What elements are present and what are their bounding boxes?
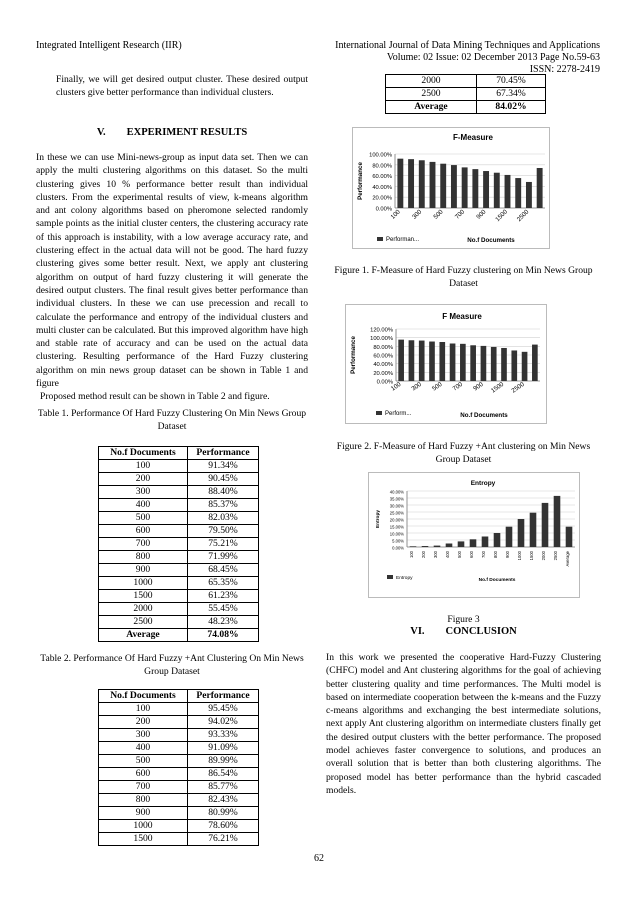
- y-tick-label: 35.00%: [389, 496, 404, 502]
- bar: [458, 541, 465, 547]
- table-cell: 93.33%: [188, 729, 259, 742]
- table-header-row: [99, 447, 259, 460]
- x-tick-label: 900: [472, 380, 485, 393]
- table-cell: 200: [99, 473, 188, 486]
- table-cell: 2000: [99, 603, 188, 616]
- table-row: [99, 755, 259, 768]
- bar: [408, 159, 414, 208]
- table-cell: 65.35%: [188, 577, 259, 590]
- table-cell: 800: [99, 794, 188, 807]
- x-axis-label: No.f Documents: [460, 412, 508, 419]
- bar: [501, 348, 507, 381]
- table-cell: 71.99%: [188, 551, 259, 564]
- table-row: [99, 603, 259, 616]
- intro-paragraph: Finally, we will get desired output cluster. These desired output clusters give better performance than individual clusters.: [56, 74, 308, 99]
- bar: [537, 168, 543, 208]
- legend-label: Perform...: [385, 411, 412, 417]
- bar: [419, 341, 425, 381]
- chart-title: Entropy: [470, 480, 496, 487]
- x-tick-label: 2500: [515, 208, 531, 224]
- table-row: [99, 460, 259, 473]
- x-tick-label: 700: [481, 551, 486, 558]
- y-axis-label: Performance: [357, 162, 364, 200]
- section-heading-results: V. EXPERIMENT RESULTS: [96, 127, 248, 138]
- x-tick-label: 2000: [541, 551, 546, 561]
- bar: [511, 350, 517, 381]
- table-row: [99, 525, 259, 538]
- page-number: 62: [314, 853, 324, 864]
- x-tick-label: 100: [389, 208, 402, 221]
- bar: [410, 546, 417, 547]
- table-cell: 1500: [99, 833, 188, 846]
- table-cell: 89.99%: [188, 755, 259, 768]
- table-row: [99, 564, 259, 577]
- y-tick-label: 20.00%: [372, 195, 392, 202]
- x-tick-label: Average: [565, 551, 570, 567]
- journal-volume: Volume: 02 Issue: 02 December 2013 Page No.59-63: [386, 52, 600, 63]
- bar: [439, 342, 445, 381]
- x-tick-label: 500: [430, 380, 444, 393]
- table-cell: 90.45%: [188, 473, 259, 486]
- bar: [518, 519, 525, 547]
- x-tick-label: 600: [469, 551, 474, 558]
- table-cell: 82.03%: [188, 512, 259, 525]
- figure2-caption: Figure 2. F-Measure of Hard Fuzzy +Ant clustering on Min News Group Dataset: [336, 441, 591, 466]
- table-cell: 100: [99, 460, 188, 473]
- table-cell: 1500: [99, 590, 188, 603]
- table-row: [386, 75, 546, 88]
- table-cell: 48.23%: [188, 616, 259, 629]
- table-cell: 76.21%: [188, 833, 259, 846]
- bar: [494, 173, 500, 208]
- x-tick-label: 1500: [529, 551, 534, 561]
- chart-title: F-Measure: [452, 133, 494, 142]
- conclusion-paragraph: In this work we presented the cooperative Hard-Fuzzy Clustering (CHFC) model and Ant clustering algorithms for the goal of achieving better clustering quality and time performances. The Multi model is based on intermediate cooperation between the k-means and the Fuzzy c-means algorithms and exchanging the best intermediate solutions, next apply Ant clustering algorithm on intermediate clusters finally get the desired output clusters with the better performance. The proposed model achieves faster convergence to solutions, and produces an overall solution that is better than both clustering algorithms. The proposed model has better performance than the hybrid cascaded models.: [326, 652, 601, 796]
- table-row: [386, 88, 546, 101]
- y-axis-label: Entropy: [376, 509, 381, 529]
- bar: [419, 160, 425, 208]
- bar: [532, 345, 538, 381]
- x-axis-label: No.f Documents: [478, 578, 516, 583]
- x-tick-label: 700: [451, 380, 465, 393]
- table1: [98, 446, 259, 642]
- table-cell: 82.43%: [188, 794, 259, 807]
- table-cell: 600: [99, 768, 188, 781]
- y-tick-label: 30.00%: [389, 503, 404, 509]
- x-tick-label: 200: [421, 551, 426, 558]
- x-tick-label: 800: [493, 551, 498, 558]
- table-cell: 1000: [99, 577, 188, 590]
- x-tick-label: 300: [410, 208, 424, 221]
- bar: [450, 343, 456, 381]
- bar: [397, 159, 403, 208]
- table-row: [99, 820, 259, 833]
- bar: [472, 169, 478, 208]
- y-tick-label: 25.00%: [389, 510, 404, 516]
- x-tick-label: 300: [433, 551, 438, 558]
- table-row: [99, 781, 259, 794]
- x-tick-label: 300: [410, 380, 423, 393]
- x-tick-label: 1500: [489, 380, 506, 395]
- bar: [522, 352, 528, 381]
- bar: [470, 345, 476, 381]
- bar: [440, 164, 446, 208]
- table-cell: 2500: [386, 88, 477, 101]
- bar: [526, 182, 532, 208]
- journal-issn: ISSN: 2278-2419: [529, 64, 600, 75]
- y-tick-label: 0.00%: [392, 545, 404, 551]
- bar: [434, 546, 441, 547]
- x-tick-label: 100: [389, 380, 403, 393]
- bar: [506, 527, 513, 547]
- legend-swatch: [377, 237, 383, 241]
- y-tick-label: 60.00%: [373, 353, 393, 360]
- table-average-row: [99, 629, 259, 642]
- y-tick-label: 80.00%: [373, 344, 393, 351]
- table-cell: 100: [99, 703, 188, 716]
- column-header: No.f Documents: [99, 447, 188, 460]
- table-row: [99, 742, 259, 755]
- table-cell: 95.45%: [188, 703, 259, 716]
- journal-title: International Journal of Data Mining Techniques and Applications: [335, 40, 600, 51]
- column-header: Performance: [188, 690, 259, 703]
- table-cell: 700: [99, 538, 188, 551]
- table-cell: 2500: [99, 616, 188, 629]
- bar: [483, 171, 489, 208]
- legend-swatch: [387, 575, 393, 579]
- bar: [491, 347, 497, 381]
- table-cell: 86.54%: [188, 768, 259, 781]
- x-tick-label: 2500: [553, 551, 558, 561]
- figure3-svg: [369, 473, 579, 597]
- table-cell: 300: [99, 729, 188, 742]
- table-row: [99, 551, 259, 564]
- table-row: [99, 577, 259, 590]
- results-paragraph: [36, 151, 308, 404]
- figure1-svg: [353, 128, 549, 248]
- table2-continued: [385, 74, 546, 114]
- table-cell: 79.50%: [188, 525, 259, 538]
- table-cell: 80.99%: [188, 807, 259, 820]
- y-tick-label: 20.00%: [389, 517, 404, 523]
- table-cell: 55.45%: [188, 603, 259, 616]
- bar: [505, 175, 511, 208]
- bar: [494, 533, 501, 547]
- table-cell: 68.45%: [188, 564, 259, 577]
- x-tick-label: 100: [409, 551, 414, 558]
- table-row: [99, 486, 259, 499]
- table-cell: Average: [386, 101, 477, 114]
- table-row: [99, 473, 259, 486]
- bar: [430, 162, 436, 208]
- x-tick-label: 900: [505, 551, 510, 558]
- results-paragraph-last: Proposed method result can be shown in Table 2 and figure.: [40, 391, 270, 403]
- figure2-chart: [345, 304, 547, 424]
- bar: [482, 537, 489, 548]
- figure2-svg: [346, 305, 546, 423]
- y-tick-label: 20.00%: [373, 370, 393, 377]
- table-cell: 200: [99, 716, 188, 729]
- y-tick-label: 0.00%: [376, 379, 393, 386]
- bar: [530, 513, 537, 547]
- legend-swatch: [376, 411, 382, 415]
- y-tick-label: 0.00%: [375, 206, 392, 213]
- table-row: [99, 768, 259, 781]
- y-tick-label: 60.00%: [372, 174, 392, 181]
- table-row: [99, 512, 259, 525]
- table-average-row: [386, 101, 546, 114]
- bar: [515, 178, 521, 208]
- table-cell: 91.09%: [188, 742, 259, 755]
- bar: [460, 344, 466, 381]
- table-cell: Average: [99, 629, 188, 642]
- bar: [409, 340, 415, 381]
- bar: [398, 340, 404, 381]
- x-tick-label: 2500: [510, 380, 526, 395]
- table-cell: 400: [99, 742, 188, 755]
- figure3-chart: [368, 472, 580, 598]
- y-tick-label: 100.00%: [369, 152, 392, 159]
- table-cell: 84.02%: [477, 101, 546, 114]
- table-cell: 2000: [386, 75, 477, 88]
- table-cell: 88.40%: [188, 486, 259, 499]
- table-cell: 800: [99, 551, 188, 564]
- table-cell: 900: [99, 564, 188, 577]
- table-row: [99, 729, 259, 742]
- table2-caption: Table 2. Performance Of Hard Fuzzy +Ant Clustering On Min News Group Dataset: [40, 653, 304, 678]
- journal-right-header: [335, 40, 600, 76]
- table-cell: 300: [99, 486, 188, 499]
- legend-label: Entropy: [396, 576, 413, 581]
- figure1-chart: [352, 127, 550, 249]
- y-tick-label: 5.00%: [392, 538, 404, 544]
- bar: [470, 539, 477, 547]
- x-tick-label: 500: [457, 551, 462, 558]
- table-cell: 500: [99, 755, 188, 768]
- bar: [554, 496, 561, 547]
- x-tick-label: 500: [432, 208, 445, 221]
- journal-left-header: Integrated Intelligent Research (IIR): [36, 40, 182, 51]
- y-axis-label: Performance: [350, 336, 357, 374]
- table-cell: 70.45%: [477, 75, 546, 88]
- y-tick-label: 40.00%: [389, 489, 404, 495]
- y-tick-label: 100.00%: [370, 336, 393, 343]
- table-cell: 75.21%: [188, 538, 259, 551]
- y-tick-label: 40.00%: [372, 184, 392, 191]
- x-axis-label: No.f Documents: [467, 237, 515, 244]
- bar: [542, 503, 549, 547]
- figure3-caption: Figure 3: [447, 614, 480, 625]
- section-heading-conclusion: VI. CONCLUSION: [410, 626, 517, 637]
- table-cell: 900: [99, 807, 188, 820]
- table-row: [99, 538, 259, 551]
- legend-label: Performan...: [386, 237, 420, 243]
- chart-title: F Measure: [442, 312, 482, 321]
- table-row: [99, 716, 259, 729]
- table2: [98, 689, 259, 846]
- x-tick-label: 1500: [494, 208, 509, 224]
- y-tick-label: 80.00%: [372, 163, 392, 170]
- column-header: Performance: [188, 447, 259, 460]
- table-row: [99, 616, 259, 629]
- table-cell: 400: [99, 499, 188, 512]
- bar: [462, 167, 468, 208]
- figure1-caption: Figure 1. F-Measure of Hard Fuzzy clustering on Min News Group Dataset: [334, 265, 593, 290]
- table-header-row: [99, 690, 259, 703]
- table-row: [99, 833, 259, 846]
- y-tick-label: 40.00%: [373, 362, 393, 369]
- y-tick-label: 10.00%: [389, 531, 404, 537]
- table1-caption: Table 1. Performance Of Hard Fuzzy Clustering On Min News Group Dataset: [37, 408, 307, 433]
- y-tick-label: 15.00%: [389, 524, 404, 530]
- x-tick-label: 900: [475, 208, 488, 221]
- x-tick-label: 700: [453, 208, 467, 221]
- table-cell: 85.37%: [188, 499, 259, 512]
- bar: [451, 165, 457, 208]
- table-cell: 1000: [99, 820, 188, 833]
- table-row: [99, 499, 259, 512]
- x-tick-label: 1000: [517, 551, 522, 561]
- table-row: [99, 703, 259, 716]
- bar: [566, 527, 573, 547]
- table-row: [99, 794, 259, 807]
- table-row: [99, 590, 259, 603]
- table-cell: 78.60%: [188, 820, 259, 833]
- bar: [429, 342, 435, 381]
- table-cell: 74.08%: [188, 629, 259, 642]
- table-cell: 600: [99, 525, 188, 538]
- table-cell: 700: [99, 781, 188, 794]
- table-cell: 67.34%: [477, 88, 546, 101]
- table-cell: 61.23%: [188, 590, 259, 603]
- bar: [481, 346, 487, 381]
- table-cell: 91.34%: [188, 460, 259, 473]
- table-cell: 85.77%: [188, 781, 259, 794]
- table-row: [99, 807, 259, 820]
- table-cell: 500: [99, 512, 188, 525]
- table-cell: 94.02%: [188, 716, 259, 729]
- bar: [446, 544, 453, 548]
- y-tick-label: 120.00%: [370, 327, 393, 334]
- column-header: No.f Documents: [99, 690, 188, 703]
- bar: [422, 546, 429, 547]
- results-paragraph-text: In these we can use Mini-news-group as input data set. Then we can apply the multi clustering algorithms on this dataset. So the multi clustering gives 10 % performance better result than individual clusters. From the experimental results of view, k-means algorithm and ant colony algorithms based on pheromone selected randomly sample points as the initial cluster centers, the clustering accuracy rate of this approach is instability, with a low average accuracy rate, and clustering effect in the actual data will not be good. The hard fuzzy clustering gives some better result. Next, we apply ant clustering algorithm on output of hard fuzzy clustering it will generate the desired output clusters. The final result gives better performance than individual clusters. In these we can use precession and recall to calculate the performance and entropy of the individual clusters and multi cluster can be calculated. But this improved algorithm have high and stable rate of accuracy and can be used on the actual data clustering. Resulting performance of the Hard Fuzzy clustering algorithm on min news group dataset can be shown in Table 1 and figure: [36, 152, 308, 390]
- x-tick-label: 400: [445, 551, 450, 558]
